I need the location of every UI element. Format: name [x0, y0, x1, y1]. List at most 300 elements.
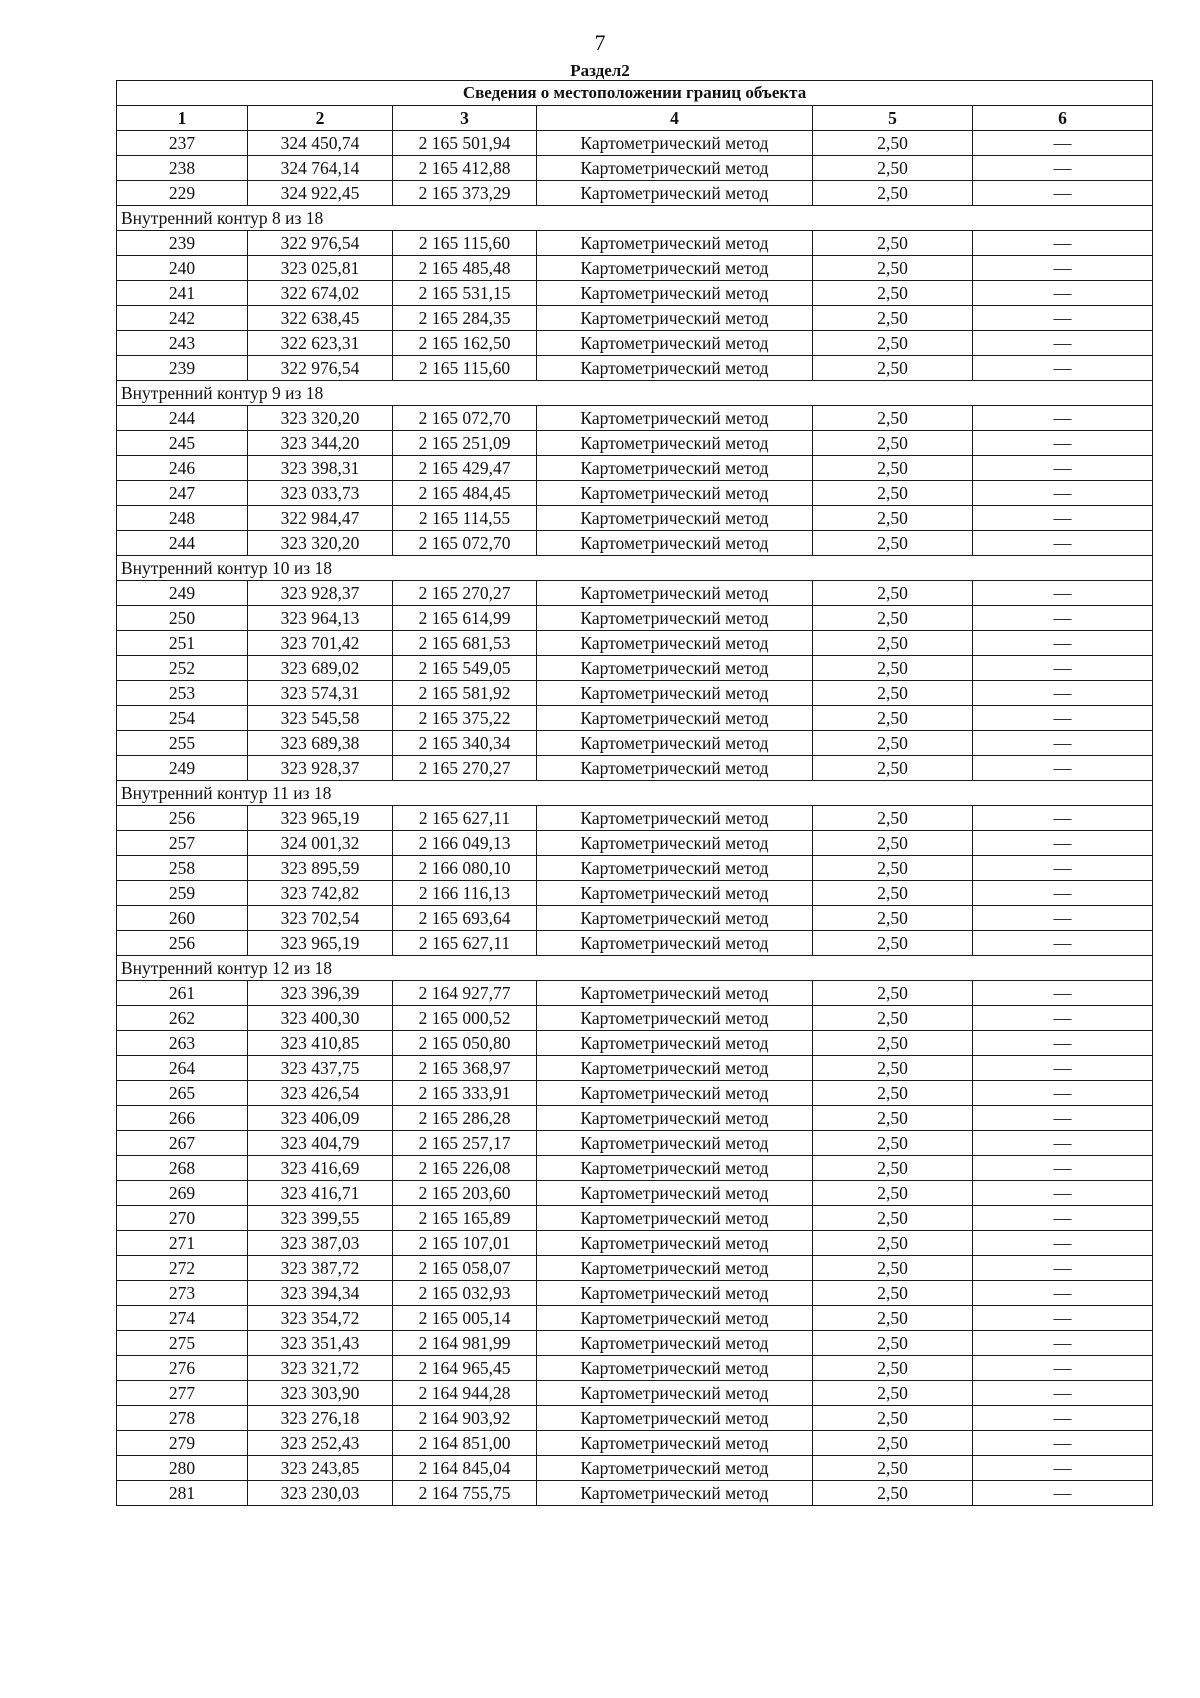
point-number-cell: 256 [117, 931, 248, 956]
point-number-cell: 242 [117, 306, 248, 331]
method-cell: Картометрический метод [537, 1056, 813, 1081]
accuracy-cell: 2,50 [813, 606, 973, 631]
x-coordinate-cell: 323 320,20 [248, 406, 393, 431]
table-row [117, 506, 1153, 531]
contour-title: Внутренний контур 9 из 18 [117, 381, 1153, 406]
point-number-cell: 239 [117, 231, 248, 256]
y-coordinate-cell: 2 165 005,14 [393, 1306, 537, 1331]
description-cell: — [973, 181, 1153, 206]
x-coordinate-cell: 323 545,58 [248, 706, 393, 731]
x-coordinate-cell: 322 976,54 [248, 356, 393, 381]
point-number-cell: 249 [117, 581, 248, 606]
point-number-cell: 237 [117, 131, 248, 156]
method-cell: Картометрический метод [537, 1131, 813, 1156]
column-header-2: 2 [248, 106, 393, 131]
table-row [117, 256, 1153, 281]
method-cell: Картометрический метод [537, 631, 813, 656]
page-number: 7 [594, 30, 606, 55]
point-number-cell: 276 [117, 1356, 248, 1381]
point-number-cell: 249 [117, 756, 248, 781]
accuracy-cell: 2,50 [813, 1031, 973, 1056]
table-caption-row [117, 81, 1153, 106]
x-coordinate-cell: 323 574,31 [248, 681, 393, 706]
accuracy-cell: 2,50 [813, 131, 973, 156]
point-number-cell: 271 [117, 1231, 248, 1256]
point-number-cell: 250 [117, 606, 248, 631]
method-cell: Картометрический метод [537, 1206, 813, 1231]
y-coordinate-cell: 2 165 627,11 [393, 806, 537, 831]
accuracy-cell: 2,50 [813, 1081, 973, 1106]
point-number-cell: 278 [117, 1406, 248, 1431]
description-cell: — [973, 606, 1153, 631]
accuracy-cell: 2,50 [813, 531, 973, 556]
contour-title: Внутренний контур 8 из 18 [117, 206, 1153, 231]
section-title: Раздел2 [570, 61, 630, 80]
accuracy-cell: 2,50 [813, 1306, 973, 1331]
description-cell: — [973, 1431, 1153, 1456]
accuracy-cell: 2,50 [813, 156, 973, 181]
table-row [117, 1306, 1153, 1331]
table-row [117, 1231, 1153, 1256]
description-cell: — [973, 1006, 1153, 1031]
x-coordinate-cell: 323 243,85 [248, 1456, 393, 1481]
point-number-cell: 257 [117, 831, 248, 856]
column-header-1: 1 [117, 106, 248, 131]
contour-header-row [117, 206, 1153, 231]
method-cell: Картометрический метод [537, 1306, 813, 1331]
table-row [117, 1381, 1153, 1406]
point-number-cell: 261 [117, 981, 248, 1006]
table-row [117, 456, 1153, 481]
x-coordinate-cell: 323 354,72 [248, 1306, 393, 1331]
method-cell: Картометрический метод [537, 1481, 813, 1506]
accuracy-cell: 2,50 [813, 931, 973, 956]
point-number-cell: 265 [117, 1081, 248, 1106]
x-coordinate-cell: 323 033,73 [248, 481, 393, 506]
description-cell: — [973, 406, 1153, 431]
table-row [117, 981, 1153, 1006]
method-cell: Картометрический метод [537, 531, 813, 556]
y-coordinate-cell: 2 165 412,88 [393, 156, 537, 181]
method-cell: Картометрический метод [537, 1381, 813, 1406]
table-row [117, 1206, 1153, 1231]
accuracy-cell: 2,50 [813, 1131, 973, 1156]
method-cell: Картометрический метод [537, 756, 813, 781]
description-cell: — [973, 831, 1153, 856]
table-row [117, 1256, 1153, 1281]
accuracy-cell: 2,50 [813, 481, 973, 506]
y-coordinate-cell: 2 164 965,45 [393, 1356, 537, 1381]
point-number-cell: 251 [117, 631, 248, 656]
y-coordinate-cell: 2 164 944,28 [393, 1381, 537, 1406]
method-cell: Картометрический метод [537, 656, 813, 681]
x-coordinate-cell: 323 230,03 [248, 1481, 393, 1506]
description-cell: — [973, 1056, 1153, 1081]
accuracy-cell: 2,50 [813, 581, 973, 606]
description-cell: — [973, 1456, 1153, 1481]
accuracy-cell: 2,50 [813, 331, 973, 356]
accuracy-cell: 2,50 [813, 506, 973, 531]
method-cell: Картометрический метод [537, 681, 813, 706]
accuracy-cell: 2,50 [813, 1431, 973, 1456]
method-cell: Картометрический метод [537, 731, 813, 756]
y-coordinate-cell: 2 165 115,60 [393, 356, 537, 381]
table-row [117, 1031, 1153, 1056]
table-row [117, 1056, 1153, 1081]
point-number-cell: 253 [117, 681, 248, 706]
column-header-3: 3 [393, 106, 537, 131]
y-coordinate-cell: 2 164 981,99 [393, 1331, 537, 1356]
accuracy-cell: 2,50 [813, 356, 973, 381]
x-coordinate-cell: 323 351,43 [248, 1331, 393, 1356]
x-coordinate-cell: 323 689,02 [248, 656, 393, 681]
table-row [117, 1456, 1153, 1481]
description-cell: — [973, 856, 1153, 881]
accuracy-cell: 2,50 [813, 181, 973, 206]
description-cell: — [973, 156, 1153, 181]
accuracy-cell: 2,50 [813, 681, 973, 706]
x-coordinate-cell: 323 276,18 [248, 1406, 393, 1431]
x-coordinate-cell: 322 984,47 [248, 506, 393, 531]
table-row [117, 631, 1153, 656]
y-coordinate-cell: 2 165 072,70 [393, 531, 537, 556]
description-cell: — [973, 931, 1153, 956]
y-coordinate-cell: 2 165 286,28 [393, 1106, 537, 1131]
y-coordinate-cell: 2 165 340,34 [393, 731, 537, 756]
contour-title: Внутренний контур 10 из 18 [117, 556, 1153, 581]
accuracy-cell: 2,50 [813, 706, 973, 731]
description-cell: — [973, 806, 1153, 831]
accuracy-cell: 2,50 [813, 1331, 973, 1356]
point-number-cell: 273 [117, 1281, 248, 1306]
accuracy-cell: 2,50 [813, 856, 973, 881]
table-row [117, 1481, 1153, 1506]
y-coordinate-cell: 2 165 058,07 [393, 1256, 537, 1281]
contour-title: Внутренний контур 12 из 18 [117, 956, 1153, 981]
point-number-cell: 239 [117, 356, 248, 381]
x-coordinate-cell: 323 416,69 [248, 1156, 393, 1181]
x-coordinate-cell: 324 764,14 [248, 156, 393, 181]
y-coordinate-cell: 2 165 162,50 [393, 331, 537, 356]
method-cell: Картометрический метод [537, 981, 813, 1006]
table-row [117, 706, 1153, 731]
x-coordinate-cell: 323 387,72 [248, 1256, 393, 1281]
accuracy-cell: 2,50 [813, 1056, 973, 1081]
y-coordinate-cell: 2 164 927,77 [393, 981, 537, 1006]
description-cell: — [973, 356, 1153, 381]
y-coordinate-cell: 2 165 000,52 [393, 1006, 537, 1031]
method-cell: Картометрический метод [537, 156, 813, 181]
table-row [117, 1006, 1153, 1031]
x-coordinate-cell: 323 965,19 [248, 806, 393, 831]
point-number-cell: 269 [117, 1181, 248, 1206]
y-coordinate-cell: 2 165 501,94 [393, 131, 537, 156]
y-coordinate-cell: 2 165 270,27 [393, 756, 537, 781]
point-number-cell: 266 [117, 1106, 248, 1131]
point-number-cell: 240 [117, 256, 248, 281]
table-row [117, 806, 1153, 831]
method-cell: Картометрический метод [537, 281, 813, 306]
point-number-cell: 280 [117, 1456, 248, 1481]
x-coordinate-cell: 323 410,85 [248, 1031, 393, 1056]
point-number-cell: 243 [117, 331, 248, 356]
method-cell: Картометрический метод [537, 881, 813, 906]
x-coordinate-cell: 323 394,34 [248, 1281, 393, 1306]
description-cell: — [973, 1406, 1153, 1431]
y-coordinate-cell: 2 165 373,29 [393, 181, 537, 206]
y-coordinate-cell: 2 165 627,11 [393, 931, 537, 956]
x-coordinate-cell: 323 964,13 [248, 606, 393, 631]
y-coordinate-cell: 2 166 116,13 [393, 881, 537, 906]
method-cell: Картометрический метод [537, 256, 813, 281]
description-cell: — [973, 1031, 1153, 1056]
point-number-cell: 252 [117, 656, 248, 681]
accuracy-cell: 2,50 [813, 1006, 973, 1031]
x-coordinate-cell: 322 976,54 [248, 231, 393, 256]
point-number-cell: 246 [117, 456, 248, 481]
y-coordinate-cell: 2 165 693,64 [393, 906, 537, 931]
accuracy-cell: 2,50 [813, 1381, 973, 1406]
point-number-cell: 245 [117, 431, 248, 456]
method-cell: Картометрический метод [537, 1406, 813, 1431]
table-row [117, 581, 1153, 606]
y-coordinate-cell: 2 165 429,47 [393, 456, 537, 481]
accuracy-cell: 2,50 [813, 231, 973, 256]
table-row [117, 1331, 1153, 1356]
x-coordinate-cell: 323 252,43 [248, 1431, 393, 1456]
y-coordinate-cell: 2 164 845,04 [393, 1456, 537, 1481]
x-coordinate-cell: 322 674,02 [248, 281, 393, 306]
y-coordinate-cell: 2 165 549,05 [393, 656, 537, 681]
x-coordinate-cell: 323 400,30 [248, 1006, 393, 1031]
x-coordinate-cell: 323 406,09 [248, 1106, 393, 1131]
y-coordinate-cell: 2 165 165,89 [393, 1206, 537, 1231]
description-cell: — [973, 1206, 1153, 1231]
method-cell: Картометрический метод [537, 406, 813, 431]
table-row [117, 1106, 1153, 1131]
point-number-cell: 268 [117, 1156, 248, 1181]
method-cell: Картометрический метод [537, 1331, 813, 1356]
y-coordinate-cell: 2 165 284,35 [393, 306, 537, 331]
description-cell: — [973, 981, 1153, 1006]
table-row [117, 1356, 1153, 1381]
y-coordinate-cell: 2 166 080,10 [393, 856, 537, 881]
x-coordinate-cell: 323 396,39 [248, 981, 393, 1006]
method-cell: Картометрический метод [537, 506, 813, 531]
description-cell: — [973, 281, 1153, 306]
description-cell: — [973, 731, 1153, 756]
method-cell: Картометрический метод [537, 1081, 813, 1106]
table-row [117, 331, 1153, 356]
y-coordinate-cell: 2 165 614,99 [393, 606, 537, 631]
point-number-cell: 247 [117, 481, 248, 506]
accuracy-cell: 2,50 [813, 981, 973, 1006]
accuracy-cell: 2,50 [813, 906, 973, 931]
column-header-row [117, 106, 1153, 131]
y-coordinate-cell: 2 166 049,13 [393, 831, 537, 856]
method-cell: Картометрический метод [537, 581, 813, 606]
table-row [117, 306, 1153, 331]
x-coordinate-cell: 323 437,75 [248, 1056, 393, 1081]
point-number-cell: 264 [117, 1056, 248, 1081]
contour-header-row [117, 781, 1153, 806]
accuracy-cell: 2,50 [813, 456, 973, 481]
column-header-5: 5 [813, 106, 973, 131]
description-cell: — [973, 1356, 1153, 1381]
table-body [117, 131, 1153, 1506]
method-cell: Картометрический метод [537, 431, 813, 456]
table-row [117, 731, 1153, 756]
contour-title: Внутренний контур 11 из 18 [117, 781, 1153, 806]
point-number-cell: 279 [117, 1431, 248, 1456]
point-number-cell: 254 [117, 706, 248, 731]
y-coordinate-cell: 2 165 333,91 [393, 1081, 537, 1106]
x-coordinate-cell: 323 702,54 [248, 906, 393, 931]
method-cell: Картометрический метод [537, 306, 813, 331]
method-cell: Картометрический метод [537, 356, 813, 381]
table-row [117, 1281, 1153, 1306]
method-cell: Картометрический метод [537, 806, 813, 831]
y-coordinate-cell: 2 165 203,60 [393, 1181, 537, 1206]
point-number-cell: 281 [117, 1481, 248, 1506]
method-cell: Картометрический метод [537, 1106, 813, 1131]
method-cell: Картометрический метод [537, 1256, 813, 1281]
accuracy-cell: 2,50 [813, 281, 973, 306]
y-coordinate-cell: 2 165 050,80 [393, 1031, 537, 1056]
point-number-cell: 248 [117, 506, 248, 531]
table-row [117, 531, 1153, 556]
y-coordinate-cell: 2 165 581,92 [393, 681, 537, 706]
table-row [117, 1131, 1153, 1156]
x-coordinate-cell: 323 416,71 [248, 1181, 393, 1206]
accuracy-cell: 2,50 [813, 756, 973, 781]
table-row [117, 231, 1153, 256]
method-cell: Картометрический метод [537, 181, 813, 206]
y-coordinate-cell: 2 165 115,60 [393, 231, 537, 256]
contour-header-row [117, 956, 1153, 981]
method-cell: Картометрический метод [537, 1006, 813, 1031]
x-coordinate-cell: 323 742,82 [248, 881, 393, 906]
point-number-cell: 244 [117, 531, 248, 556]
accuracy-cell: 2,50 [813, 1181, 973, 1206]
table-row [117, 1181, 1153, 1206]
x-coordinate-cell: 323 404,79 [248, 1131, 393, 1156]
y-coordinate-cell: 2 165 107,01 [393, 1231, 537, 1256]
description-cell: — [973, 306, 1153, 331]
y-coordinate-cell: 2 165 257,17 [393, 1131, 537, 1156]
description-cell: — [973, 1081, 1153, 1106]
description-cell: — [973, 231, 1153, 256]
x-coordinate-cell: 323 426,54 [248, 1081, 393, 1106]
x-coordinate-cell: 323 928,37 [248, 756, 393, 781]
x-coordinate-cell: 323 303,90 [248, 1381, 393, 1406]
table-row [117, 431, 1153, 456]
description-cell: — [973, 631, 1153, 656]
x-coordinate-cell: 323 387,03 [248, 1231, 393, 1256]
method-cell: Картометрический метод [537, 1431, 813, 1456]
accuracy-cell: 2,50 [813, 831, 973, 856]
description-cell: — [973, 531, 1153, 556]
description-cell: — [973, 881, 1153, 906]
table-row [117, 906, 1153, 931]
point-number-cell: 263 [117, 1031, 248, 1056]
table-row [117, 881, 1153, 906]
table-row [117, 1431, 1153, 1456]
x-coordinate-cell: 323 320,20 [248, 531, 393, 556]
method-cell: Картометрический метод [537, 1356, 813, 1381]
method-cell: Картометрический метод [537, 1156, 813, 1181]
table-row [117, 281, 1153, 306]
table-row [117, 831, 1153, 856]
accuracy-cell: 2,50 [813, 1231, 973, 1256]
y-coordinate-cell: 2 164 851,00 [393, 1431, 537, 1456]
description-cell: — [973, 656, 1153, 681]
description-cell: — [973, 756, 1153, 781]
method-cell: Картометрический метод [537, 1031, 813, 1056]
table-row [117, 1406, 1153, 1431]
method-cell: Картометрический метод [537, 906, 813, 931]
description-cell: — [973, 1281, 1153, 1306]
x-coordinate-cell: 324 922,45 [248, 181, 393, 206]
point-number-cell: 274 [117, 1306, 248, 1331]
table-row [117, 481, 1153, 506]
table-row [117, 681, 1153, 706]
method-cell: Картометрический метод [537, 331, 813, 356]
table-row [117, 1081, 1153, 1106]
x-coordinate-cell: 322 638,45 [248, 306, 393, 331]
table-row [117, 656, 1153, 681]
point-number-cell: 270 [117, 1206, 248, 1231]
point-number-cell: 277 [117, 1381, 248, 1406]
y-coordinate-cell: 2 165 368,97 [393, 1056, 537, 1081]
description-cell: — [973, 1181, 1153, 1206]
table-row [117, 181, 1153, 206]
x-coordinate-cell: 324 450,74 [248, 131, 393, 156]
point-number-cell: 259 [117, 881, 248, 906]
x-coordinate-cell: 323 321,72 [248, 1356, 393, 1381]
y-coordinate-cell: 2 165 032,93 [393, 1281, 537, 1306]
y-coordinate-cell: 2 165 270,27 [393, 581, 537, 606]
method-cell: Картометрический метод [537, 1231, 813, 1256]
description-cell: — [973, 1156, 1153, 1181]
x-coordinate-cell: 323 399,55 [248, 1206, 393, 1231]
accuracy-cell: 2,50 [813, 1281, 973, 1306]
x-coordinate-cell: 323 689,38 [248, 731, 393, 756]
point-number-cell: 255 [117, 731, 248, 756]
accuracy-cell: 2,50 [813, 431, 973, 456]
method-cell: Картометрический метод [537, 931, 813, 956]
description-cell: — [973, 506, 1153, 531]
y-coordinate-cell: 2 165 226,08 [393, 1156, 537, 1181]
x-coordinate-cell: 322 623,31 [248, 331, 393, 356]
x-coordinate-cell: 323 701,42 [248, 631, 393, 656]
point-number-cell: 267 [117, 1131, 248, 1156]
accuracy-cell: 2,50 [813, 256, 973, 281]
table-row [117, 606, 1153, 631]
accuracy-cell: 2,50 [813, 1106, 973, 1131]
point-number-cell: 256 [117, 806, 248, 831]
y-coordinate-cell: 2 165 681,53 [393, 631, 537, 656]
description-cell: — [973, 681, 1153, 706]
boundary-coordinates-table [116, 80, 1153, 1506]
description-cell: — [973, 1381, 1153, 1406]
description-cell: — [973, 1331, 1153, 1356]
method-cell: Картометрический метод [537, 1456, 813, 1481]
method-cell: Картометрический метод [537, 606, 813, 631]
accuracy-cell: 2,50 [813, 1256, 973, 1281]
x-coordinate-cell: 323 895,59 [248, 856, 393, 881]
table-row [117, 356, 1153, 381]
